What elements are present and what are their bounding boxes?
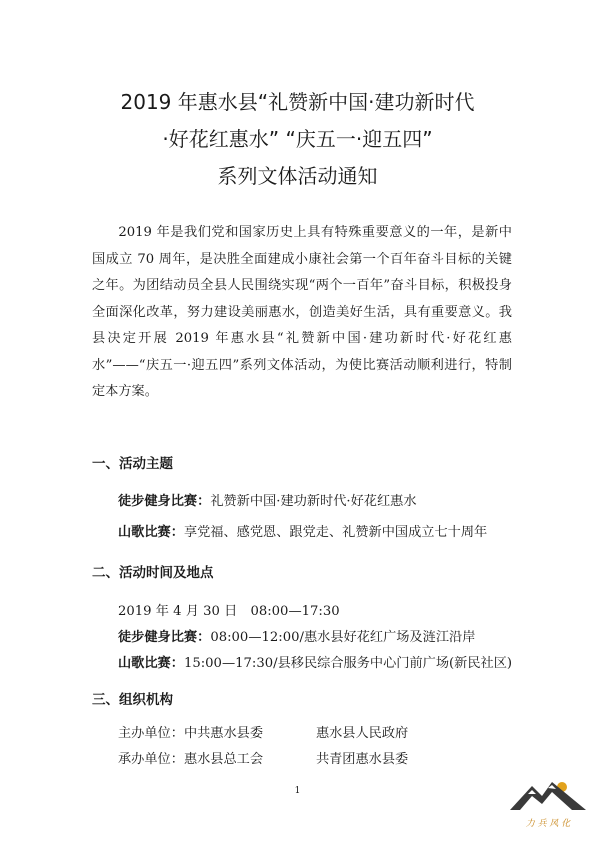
mountain-logo-icon: [506, 774, 590, 834]
time-song-text: 15:00—17:30/县移民综合服务中心门前广场(新民社区): [183, 656, 513, 671]
theme-song-label: 山歌比赛：: [118, 525, 184, 540]
organizer-label: 承办单位：: [118, 752, 184, 767]
theme-song-row: [118, 521, 487, 540]
title-line-1: 2019 年惠水县“礼赞新中国·建功新时代: [120, 90, 475, 114]
intro-section: [92, 220, 512, 406]
section-1-heading: 一、活动主题: [92, 456, 173, 472]
host-org-2: 惠水县人民政府: [315, 726, 409, 741]
host-row: [118, 722, 408, 741]
time-walk-row: [118, 626, 475, 645]
event-date: 2019 年 4 月 30 日 08:00—17:30: [118, 604, 340, 619]
host-label: 主办单位：: [118, 726, 184, 741]
watermark-logo: [506, 774, 590, 834]
theme-song-text: 享党福、感党恩、跟党走、礼赞新中国成立七十周年: [183, 525, 488, 540]
time-song-label: 山歌比赛：: [118, 656, 184, 671]
document-title: [60, 84, 535, 195]
section-3-heading: 三、组织机构: [92, 692, 173, 708]
title-line-2: ·好花红惠水” “庆五一·迎五四”: [162, 127, 433, 151]
theme-walk-label: 徒步健身比赛：: [118, 494, 211, 509]
intro-paragraph: 2019 年是我们党和国家历史上具有特殊重要意义的一年，是新中国成立 70 周年，是决胜全面建成小康社会第一个百年奋斗目标的关键之年。为团结动员全县人民围绕实现“两个一百年”奋斗目标，积极投身全面深化改革，努力建设美丽惠水，创造美好生活，具有重要意义。我县决定开展 2019 年惠水县“礼赞新中国·建功新时代·好花红惠水”——“庆五一·迎五四”系列文体活动，为使比赛活动顺利进行，特制定本方案。: [92, 225, 512, 399]
title-line-3: 系列文体活动通知: [217, 164, 378, 188]
mountain-icon: [510, 782, 586, 810]
time-walk-label: 徒步健身比赛：: [118, 630, 211, 645]
organizer-org-1: 惠水县总工会: [183, 752, 264, 767]
time-song-row: [118, 652, 512, 671]
logo-text: 力 兵 风 化: [525, 819, 571, 829]
time-walk-text: 08:00—12:00/惠水县好花红广场及涟江沿岸: [210, 630, 476, 645]
host-org-1: 中共惠水县委: [183, 726, 264, 741]
organizer-org-2: 共青团惠水县委: [315, 752, 409, 767]
theme-walk-text: 礼赞新中国·建功新时代·好花红惠水: [210, 494, 417, 509]
theme-walk-row: [118, 490, 417, 509]
section-2-heading: 二、活动时间及地点: [92, 565, 214, 581]
organizer-row: [118, 748, 408, 767]
page-number: 1: [294, 786, 301, 796]
